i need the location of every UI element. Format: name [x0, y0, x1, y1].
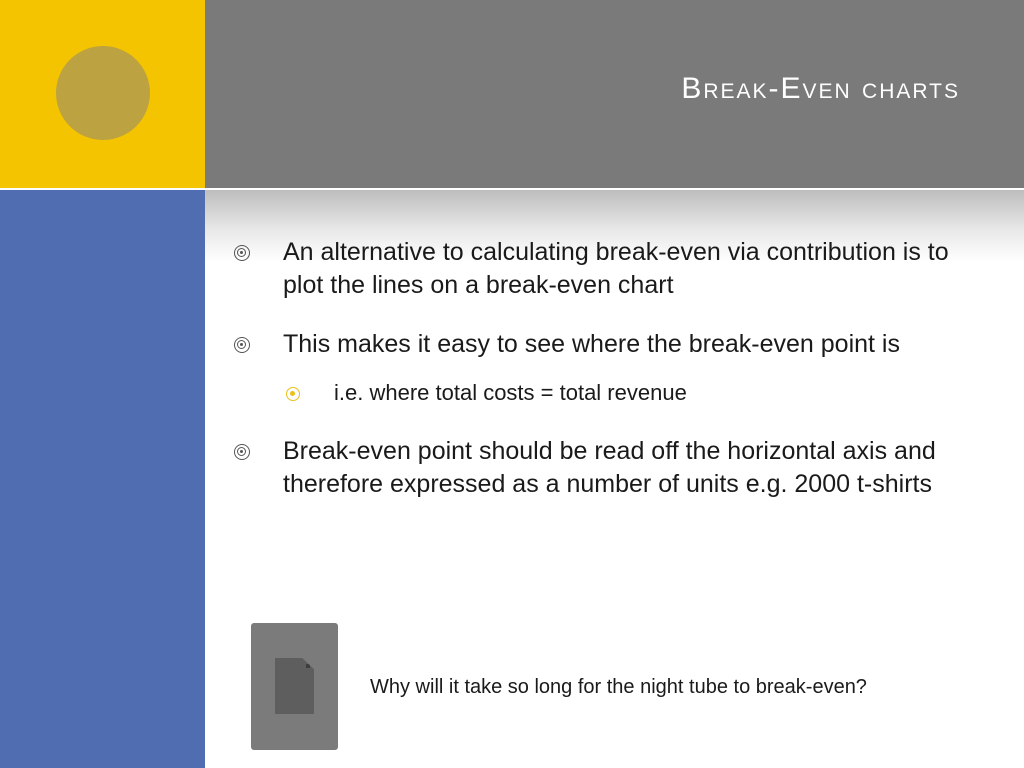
decorative-circle: [56, 46, 150, 140]
bullet-text: An alternative to calculating break-even via contribution is to plot the lines on a break-even chart: [283, 238, 949, 299]
bullet-text: This makes it easy to see where the break-even point is: [283, 330, 900, 358]
caption-text: Why will it take so long for the night tube to break-even?: [370, 676, 867, 698]
file-icon: [275, 658, 314, 714]
bullet-icon: [234, 337, 250, 353]
slide-title: Break-Even charts: [681, 72, 960, 105]
bullet-icon: [234, 245, 250, 261]
sub-bullet-text: i.e. where total costs = total revenue: [334, 380, 687, 405]
sub-bullet-item: [230, 379, 980, 407]
corner-accent: [0, 0, 205, 188]
title-bar: [205, 0, 1024, 188]
bullet-item: [230, 236, 980, 302]
media-placeholder[interactable]: [251, 623, 338, 750]
bullet-icon: [234, 444, 250, 460]
bullet-item: [230, 328, 980, 361]
sidebar-panel: [0, 190, 205, 768]
bullet-text: Break-even point should be read off the horizontal axis and therefore expressed as a number of units e.g. 2000 t-shirts: [283, 437, 936, 498]
sub-bullet-icon: [286, 387, 300, 401]
bullet-item: [230, 435, 980, 501]
slide-body: [230, 236, 980, 527]
